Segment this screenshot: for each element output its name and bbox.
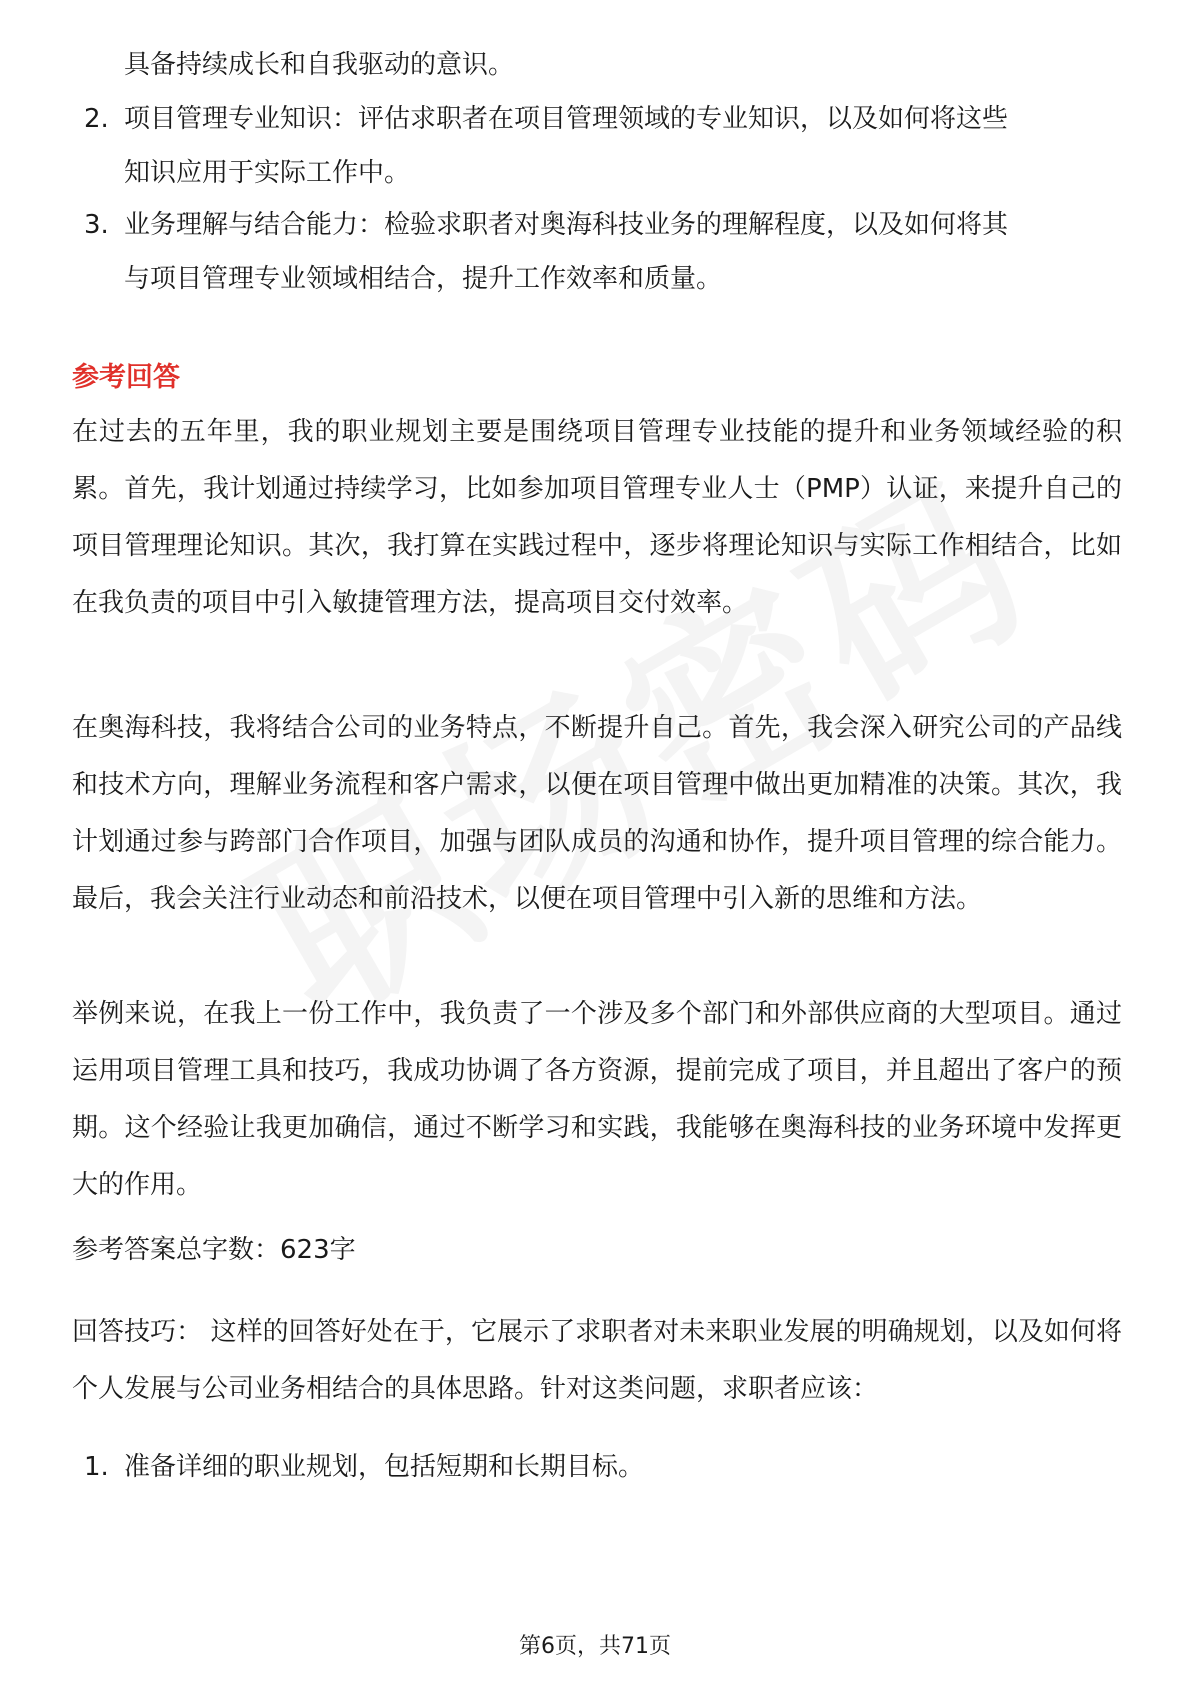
- list-item-text: 业务理解与结合能力：检验求职者对奥海科技业务的理解程度，以及如何将其: [124, 210, 1009, 240]
- page-number: 第6页，共71页: [519, 1634, 671, 1659]
- answer-paragraph: 在奥海科技，我将结合公司的业务特点，不断提升自己。首先，我会深入研究公司的产品线和技术方向，理解业务流程和客户需求，以便在项目管理中做出更加精准的决策。其次，我计划通过参与跨部门合作项目，加强与团队成员的沟通和协作，提升项目管理的综合能力。最后，我会关注行业动态和前沿技术，以便在项目管理中引入新的思维和方法。: [72, 713, 1122, 914]
- answer-paragraph: 举例来说，在我上一份工作中，我负责了一个涉及多个部门和外部供应商的大型项目。通过运用项目管理工具和技巧，我成功协调了各方资源，提前完成了项目，并且超出了客户的预期。这个经验让我更加确信，通过不断学习和实践，我能够在奥海科技的业务环境中发挥更大的作用。: [72, 999, 1122, 1200]
- list-item-text: 准备详细的职业规划，包括短期和长期目标。: [124, 1452, 645, 1482]
- list-item-number: 2.: [84, 104, 109, 134]
- answer-paragraph: 在过去的五年里，我的职业规划主要是围绕项目管理专业技能的提升和业务领域经验的积累。首先，我计划通过持续学习，比如参加项目管理专业人士（PMP）认证，来提升自己的项目管理理论知识。其次，我打算在实践过程中，逐步将理论知识与实际工作相结合，比如在我负责的项目中引入敏捷管理方法，提高项目交付效率。: [72, 417, 1122, 618]
- word-count: 参考答案总字数：623字: [72, 1235, 356, 1265]
- list-item-number: 1.: [84, 1452, 109, 1482]
- section-heading: 参考回答: [72, 362, 180, 393]
- list-item-text: 项目管理专业知识：评估求职者在项目管理领域的专业知识，以及如何将这些: [124, 104, 1009, 134]
- list-item-continuation: 具备持续成长和自我驱动的意识。: [124, 50, 515, 80]
- list-item-text: 知识应用于实际工作中。: [124, 158, 411, 188]
- answer-tips: 回答技巧： 这样的回答好处在于，它展示了求职者对未来职业发展的明确规划，以及如何将个人发展与公司业务相结合的具体思路。针对这类问题，求职者应该：: [72, 1317, 1122, 1404]
- list-item-text: 与项目管理专业领域相结合，提升工作效率和质量。: [124, 264, 723, 294]
- list-item-number: 3.: [84, 210, 109, 240]
